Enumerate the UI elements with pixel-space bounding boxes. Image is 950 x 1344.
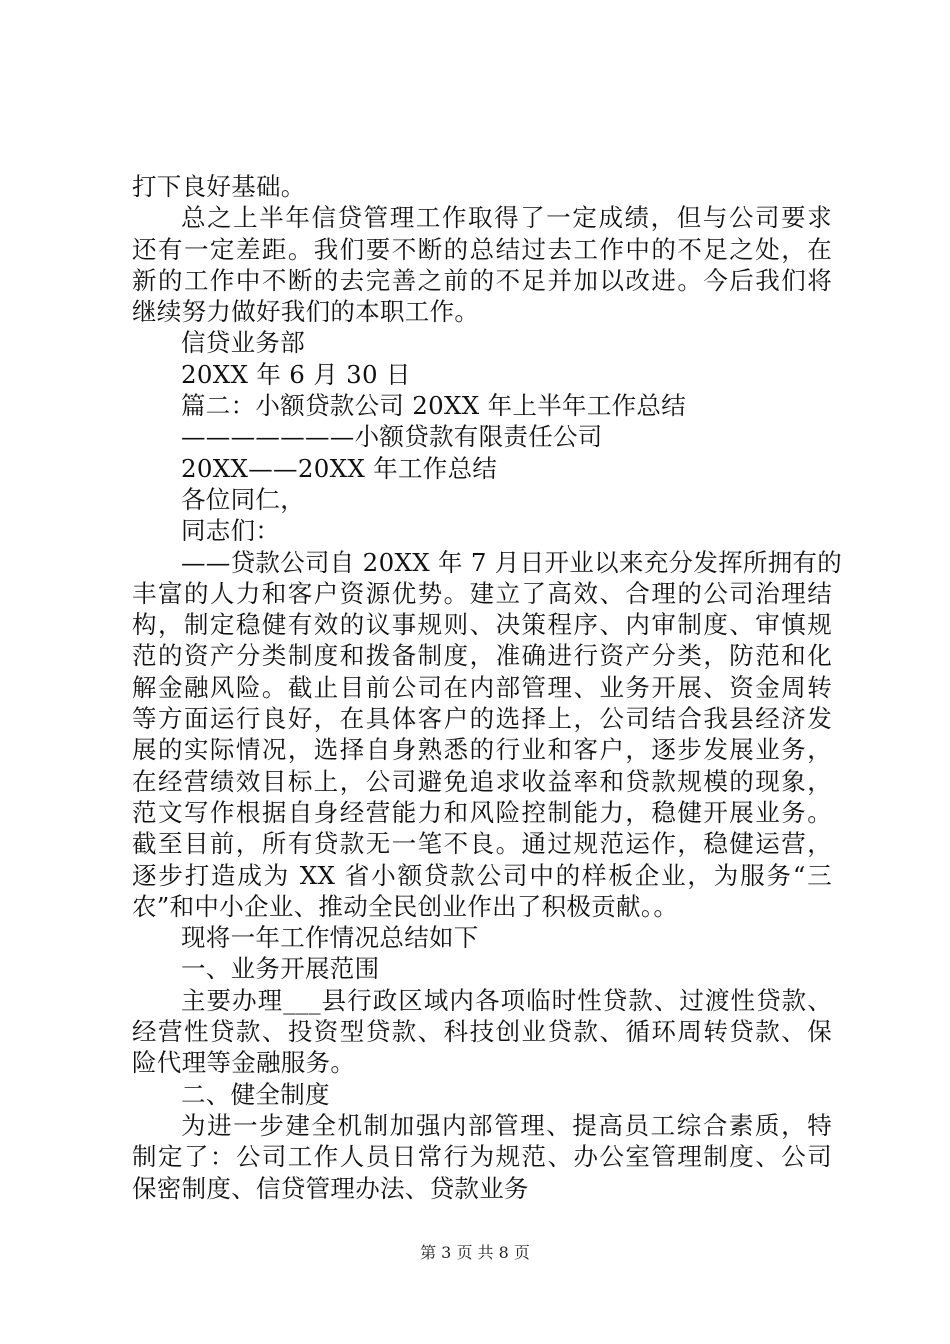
text-line: 打下良好基础。 <box>132 172 306 201</box>
text-line: 险代理等金融服务。 <box>132 1048 356 1078</box>
text-line: 截至目前，所有贷款无一笔不良。通过规范运作，稳健运营， <box>132 829 832 859</box>
document-body <box>132 171 843 1204</box>
text-line: 构，制定稳健有效的议事规则、决策程序、内审制度、审慎规 <box>132 610 832 640</box>
text-line: 展的实际情况，选择自身熟悉的行业和客户，逐步发展业务， <box>132 735 832 765</box>
page-footer: 第 3 页 共 8 页 <box>420 1243 530 1262</box>
text-line: 范的资产分类制度和拨备制度，准确进行资产分类，防范和化 <box>132 641 832 671</box>
text-line: 继续努力做好我们的本职工作。 <box>132 297 480 327</box>
text-line: 等方面运行良好，在具体客户的选择上，公司结合我县经济发 <box>132 704 832 734</box>
text-line: 二、健全制度 <box>181 1079 330 1109</box>
text-line: 农”和中小企业、推动全民创业作出了积极贡献。。 <box>132 891 679 921</box>
text-line: 丰富的人力和客户资源优势。建立了高效、合理的公司治理结 <box>132 578 832 608</box>
text-line: 现将一年工作情况总结如下 <box>181 923 479 953</box>
text-line: 各位同仁， <box>181 484 305 514</box>
text-line: ———————小额贷款有限责任公司 <box>181 422 603 452</box>
text-line: 保密制度、信贷管理办法、贷款业务 <box>132 1173 529 1203</box>
text-line: 20XX——20XX 年工作总结 <box>181 453 498 483</box>
text-line: 还有一定差距。我们要不断的总结过去工作中的不足之处，在 <box>132 234 832 264</box>
text-line: 在经营绩效目标上，公司避免追求收益率和贷款规模的现象， <box>132 766 832 796</box>
text-line: 同志们： <box>181 516 281 546</box>
text-line: 新的工作中不断的去完善之前的不足并加以改进。今后我们将 <box>132 265 832 295</box>
text-line: 20XX 年 6 月 30 日 <box>181 359 411 389</box>
text-line: 篇二：小额贷款公司 20XX 年上半年工作总结 <box>181 391 687 421</box>
text-line: 信贷业务部 <box>181 328 305 358</box>
text-line: 总之上半年信贷管理工作取得了一定成绩，但与公司要求 <box>181 203 832 233</box>
text-line: 为进一步建全机制加强内部管理、提高员工综合素质，特 <box>181 1110 832 1140</box>
text-line: 范文写作根据自身经营能力和风险控制能力，稳健开展业务。 <box>132 797 832 827</box>
text-line: 经营性贷款、投资型贷款、科技创业贷款、循环周转贷款、保 <box>132 1017 832 1047</box>
text-line: 一、业务开展范围 <box>181 954 380 984</box>
text-line: 制定了：公司工作人员日常行为规范、办公室管理制度、公司 <box>132 1142 832 1172</box>
text-line: 解金融风险。截止目前公司在内部管理、业务开展、资金周转 <box>132 672 832 702</box>
text-line: 逐步打造成为 XX 省小额贷款公司中的样板企业，为服务“三 <box>132 860 832 890</box>
text-line: 主要办理___县行政区域内各项临时性贷款、过渡性贷款、 <box>181 985 832 1015</box>
text-line: ——贷款公司自 20XX 年 7 月日开业以来充分发挥所拥有的 <box>181 547 843 577</box>
